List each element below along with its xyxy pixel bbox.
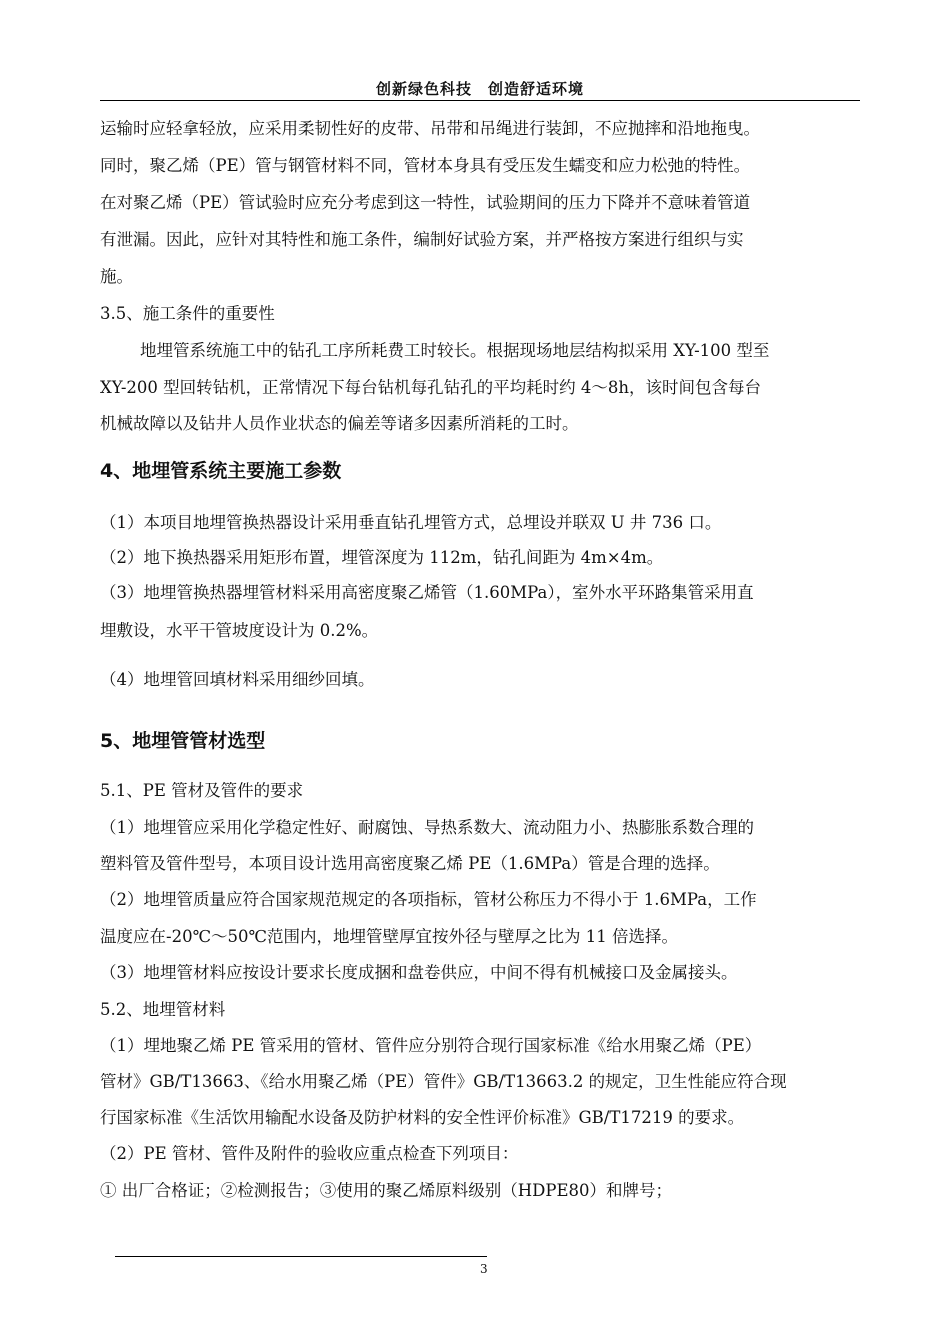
- paragraph-line: 机械故障以及钻井人员作业状态的偏差等诸多因素所消耗的工时。: [100, 414, 579, 433]
- paragraph-line: 施。: [100, 267, 133, 286]
- subsection-title-5-2: 5.2、地埋管材料: [100, 1000, 226, 1019]
- list-item: （1）埋地聚乙烯 PE 管采用的管材、管件应分别符合现行国家标准《给水用聚乙烯（PE）: [100, 1036, 762, 1055]
- page-header: 创新绿色科技 创造舒适环境: [375, 80, 584, 98]
- list-item: （1）本项目地埋管换热器设计采用垂直钻孔埋管方式，总埋设并联双 U 井 736 口。: [100, 513, 722, 532]
- header-divider: [100, 100, 860, 101]
- paragraph-line: 在对聚乙烯（PE）管试验时应充分考虑到这一特性，试验期间的压力下降并不意味着管道: [100, 193, 751, 212]
- paragraph-line: 地埋管系统施工中的钻孔工序所耗费工时较长。根据现场地层结构拟采用 XY-100 型至: [140, 341, 770, 360]
- paragraph-line: 运输时应轻拿轻放，应采用柔韧性好的皮带、吊带和吊绳进行装卸，不应抛摔和沿地拖曳。: [100, 119, 760, 138]
- list-item: （3）地埋管换热器埋管材料采用高密度聚乙烯管（1.60MPa），室外水平环路集管采用直: [100, 583, 754, 602]
- list-item: （2）地下换热器采用矩形布置，埋管深度为 112m，钻孔间距为 4m×4m。: [100, 548, 664, 567]
- page-number: 3: [480, 1262, 488, 1276]
- subsection-title-3-5: 3.5、施工条件的重要性: [100, 304, 275, 323]
- list-item: 埋敷设，水平干管坡度设计为 0.2%。: [100, 621, 379, 640]
- section-heading-4: 4、地埋管系统主要施工参数: [100, 460, 342, 482]
- paragraph-line: 同时，聚乙烯（PE）管与钢管材料不同，管材本身具有受压发生蠕变和应力松弛的特性。: [100, 156, 751, 175]
- list-item: （3）地埋管材料应按设计要求长度成捆和盘卷供应，中间不得有机械接口及金属接头。: [100, 963, 738, 982]
- list-item: （4）地埋管回填材料采用细纱回填。: [100, 670, 375, 689]
- paragraph-line: 有泄漏。因此，应针对其特性和施工条件，编制好试验方案，并严格按方案进行组织与实: [100, 230, 744, 249]
- subsection-title-5-1: 5.1、PE 管材及管件的要求: [100, 781, 304, 800]
- list-item: （2）地埋管质量应符合国家规范规定的各项指标，管材公称压力不得小于 1.6MPa，工作: [100, 890, 757, 909]
- list-item: （2）PE 管材、管件及附件的验收应重点检查下列项目：: [100, 1144, 519, 1163]
- list-item: 行国家标准《生活饮用输配水设备及防护材料的安全性评价标准》GB/T17219 的要求。: [100, 1108, 745, 1127]
- list-item: ① 出厂合格证；②检测报告；③使用的聚乙烯原料级别（HDPE80）和牌号；: [100, 1181, 673, 1200]
- list-item: （1）地埋管应采用化学稳定性好、耐腐蚀、导热系数大、流动阻力小、热膨胀系数合理的: [100, 818, 754, 837]
- paragraph-line: XY-200 型回转钻机，正常情况下每台钻机每孔钻孔的平均耗时约 4～8h，该时间包含每台: [100, 378, 762, 397]
- list-item: 温度应在-20℃～50℃范围内，地埋管壁厚宜按外径与壁厚之比为 11 倍选择。: [100, 927, 678, 946]
- list-item: 塑料管及管件型号，本项目设计选用高密度聚乙烯 PE（1.6MPa）管是合理的选择。: [100, 854, 720, 873]
- list-item: 管材》GB/T13663、《给水用聚乙烯（PE）管件》GB/T13663.2 的规定，卫生性能应符合现: [100, 1072, 787, 1091]
- section-heading-5: 5、地埋管管材选型: [100, 730, 266, 752]
- footer-divider: [115, 1256, 487, 1257]
